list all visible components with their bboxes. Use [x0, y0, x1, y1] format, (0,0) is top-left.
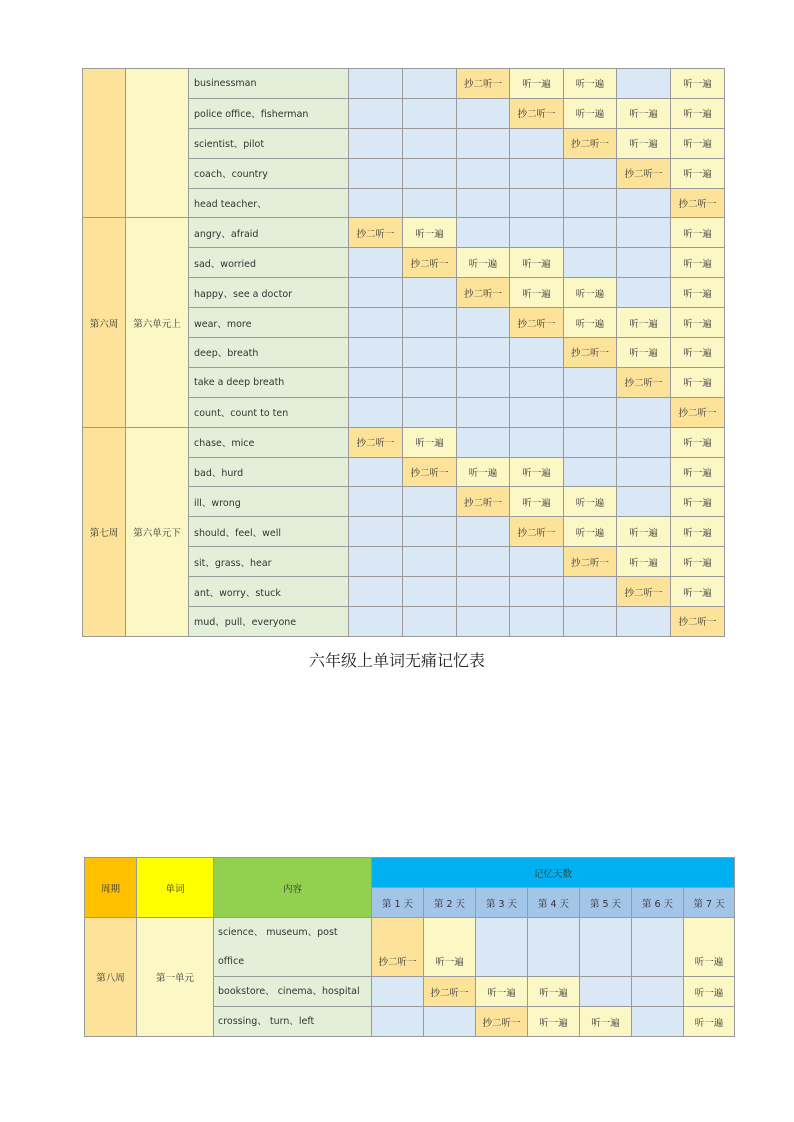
word-cell	[214, 918, 372, 977]
word-cell: deep、breath	[189, 338, 349, 368]
header-day: 第 6 天	[632, 888, 684, 918]
day-cell	[457, 218, 510, 248]
day-cell: 听一遍	[510, 487, 564, 517]
day-cell: 听一遍	[684, 918, 735, 977]
day-cell: 听一遍	[671, 577, 725, 607]
day-cell	[457, 128, 510, 158]
day-cell: 听一遍	[671, 278, 725, 308]
day-cell: 抄二听一	[457, 278, 510, 308]
day-cell: 听一遍	[671, 367, 725, 397]
day-cell	[403, 278, 457, 308]
memory-table-top-body	[83, 69, 725, 637]
day-cell: 听一遍	[564, 98, 617, 128]
day-cell: 听一遍	[564, 278, 617, 308]
day-cell	[457, 397, 510, 427]
word-cell: bad、hurd	[189, 457, 349, 487]
day-cell	[617, 248, 671, 278]
table-row	[83, 69, 725, 99]
day-cell	[617, 218, 671, 248]
day-cell	[403, 487, 457, 517]
day-cell: 听一遍	[684, 1007, 735, 1037]
day-cell: 抄二听一	[372, 918, 424, 977]
day-cell	[510, 128, 564, 158]
day-cell: 听一遍	[684, 977, 735, 1007]
word-cell: happy、see a doctor	[189, 278, 349, 308]
day-cell	[349, 577, 403, 607]
day-cell: 抄二听一	[349, 218, 403, 248]
day-cell	[349, 188, 403, 218]
day-cell	[403, 367, 457, 397]
header-day: 第 1 天	[372, 888, 424, 918]
day-cell	[457, 158, 510, 188]
day-cell	[403, 158, 457, 188]
word-cell	[214, 1007, 372, 1037]
day-cell	[457, 547, 510, 577]
day-cell	[564, 158, 617, 188]
day-cell: 听一遍	[510, 69, 564, 99]
word-cell: count、count to ten	[189, 397, 349, 427]
word-cell: head teacher、	[189, 188, 349, 218]
day-cell: 听一遍	[510, 248, 564, 278]
word-cell: ant、worry、stuck	[189, 577, 349, 607]
day-cell	[476, 918, 528, 977]
day-cell: 听一遍	[564, 487, 617, 517]
day-cell	[510, 188, 564, 218]
word-cell: businessman	[189, 69, 349, 99]
day-cell: 听一遍	[617, 308, 671, 338]
day-cell	[564, 607, 617, 637]
day-cell	[510, 427, 564, 457]
day-cell: 听一遍	[617, 547, 671, 577]
week-cell: 第七周	[83, 427, 126, 636]
word-cell: take a deep breath	[189, 367, 349, 397]
word-line: office	[218, 956, 245, 967]
word-cell: police office、fisherman	[189, 98, 349, 128]
day-cell	[617, 278, 671, 308]
day-cell: 抄二听一	[564, 128, 617, 158]
day-cell: 听一遍	[510, 457, 564, 487]
day-cell: 抄二听一	[617, 367, 671, 397]
day-cell: 听一遍	[403, 218, 457, 248]
day-cell: 听一遍	[528, 977, 580, 1007]
day-cell	[349, 248, 403, 278]
day-cell	[564, 457, 617, 487]
page-title: 六年级上单词无痛记忆表	[308, 651, 485, 670]
day-cell: 听一遍	[617, 517, 671, 547]
day-cell	[457, 577, 510, 607]
day-cell	[372, 977, 424, 1007]
day-cell: 听一遍	[671, 338, 725, 368]
word-cell: should、feel、well	[189, 517, 349, 547]
day-cell: 抄二听一	[457, 69, 510, 99]
day-cell: 听一遍	[457, 248, 510, 278]
day-cell: 抄二听一	[671, 188, 725, 218]
day-cell	[510, 577, 564, 607]
day-cell: 听一遍	[580, 1007, 632, 1037]
day-cell	[617, 188, 671, 218]
word-line: crossing、 turn、left	[218, 1016, 315, 1027]
day-cell	[580, 918, 632, 977]
day-cell: 抄二听一	[617, 158, 671, 188]
day-cell: 听一遍	[671, 427, 725, 457]
memory-table-top	[82, 68, 725, 637]
table-row	[83, 218, 725, 248]
day-cell: 听一遍	[424, 918, 476, 977]
day-cell: 听一遍	[510, 278, 564, 308]
word-cell: angry、afraid	[189, 218, 349, 248]
day-cell	[403, 98, 457, 128]
word-line: science、 museum、post	[218, 927, 338, 938]
day-cell: 听一遍	[671, 218, 725, 248]
word-cell	[214, 977, 372, 1007]
day-cell	[564, 367, 617, 397]
day-cell	[349, 397, 403, 427]
day-cell	[403, 188, 457, 218]
day-cell: 听一遍	[476, 977, 528, 1007]
day-cell	[349, 278, 403, 308]
day-cell: 抄二听一	[510, 308, 564, 338]
header-memory-days: 记忆天数	[372, 858, 735, 888]
table-row	[83, 427, 725, 457]
day-cell: 抄二听一	[510, 98, 564, 128]
week-cell: 第八周	[85, 918, 137, 1037]
word-cell: ill、wrong	[189, 487, 349, 517]
word-cell: wear、more	[189, 308, 349, 338]
header-day: 第 2 天	[424, 888, 476, 918]
header-period: 周期	[85, 858, 137, 918]
day-cell	[349, 607, 403, 637]
word-cell: coach、country	[189, 158, 349, 188]
day-cell	[564, 188, 617, 218]
day-cell: 听一遍	[671, 308, 725, 338]
week-cell: 第六周	[83, 218, 126, 427]
day-cell	[457, 607, 510, 637]
day-cell	[403, 397, 457, 427]
day-cell	[403, 128, 457, 158]
day-cell	[580, 977, 632, 1007]
day-cell: 抄二听一	[671, 397, 725, 427]
day-cell: 听一遍	[671, 158, 725, 188]
day-cell	[528, 918, 580, 977]
day-cell: 听一遍	[671, 547, 725, 577]
day-cell	[457, 367, 510, 397]
header-day: 第 4 天	[528, 888, 580, 918]
table-row	[85, 918, 735, 977]
header-day: 第 7 天	[684, 888, 735, 918]
day-cell: 抄二听一	[564, 338, 617, 368]
day-cell	[349, 69, 403, 99]
word-line: bookstore、 cinema、hospital	[218, 986, 360, 997]
day-cell	[403, 607, 457, 637]
day-cell: 抄二听一	[510, 517, 564, 547]
day-cell: 听一遍	[671, 248, 725, 278]
day-cell	[564, 427, 617, 457]
day-cell: 听一遍	[528, 1007, 580, 1037]
day-cell	[403, 338, 457, 368]
day-cell: 听一遍	[617, 338, 671, 368]
day-cell	[510, 218, 564, 248]
day-cell: 听一遍	[403, 427, 457, 457]
day-cell	[372, 1007, 424, 1037]
day-cell: 抄二听一	[671, 607, 725, 637]
word-cell: mud、pull、everyone	[189, 607, 349, 637]
day-cell	[349, 338, 403, 368]
day-cell	[617, 427, 671, 457]
day-cell	[403, 69, 457, 99]
day-cell: 抄二听一	[424, 977, 476, 1007]
header-day: 第 5 天	[580, 888, 632, 918]
day-cell	[349, 158, 403, 188]
day-cell	[617, 457, 671, 487]
day-cell	[349, 517, 403, 547]
day-cell: 抄二听一	[564, 547, 617, 577]
day-cell	[457, 338, 510, 368]
day-cell: 听一遍	[671, 69, 725, 99]
day-cell	[510, 547, 564, 577]
day-cell	[457, 308, 510, 338]
day-cell	[403, 577, 457, 607]
day-cell: 听一遍	[617, 98, 671, 128]
day-cell	[403, 547, 457, 577]
header-word: 单词	[137, 858, 214, 918]
day-cell: 抄二听一	[403, 248, 457, 278]
unit-cell: 第六单元下	[126, 427, 189, 636]
day-cell	[632, 1007, 684, 1037]
day-cell	[457, 517, 510, 547]
unit-cell: 第六单元上	[126, 218, 189, 427]
unit-cell	[126, 69, 189, 218]
day-cell	[457, 98, 510, 128]
day-cell	[510, 338, 564, 368]
unit-cell: 第一单元	[137, 918, 214, 1037]
day-cell	[424, 1007, 476, 1037]
word-cell: chase、mice	[189, 427, 349, 457]
day-cell	[632, 918, 684, 977]
day-cell: 听一遍	[671, 98, 725, 128]
day-cell	[349, 547, 403, 577]
day-cell	[564, 218, 617, 248]
day-cell: 听一遍	[671, 517, 725, 547]
day-cell	[617, 487, 671, 517]
word-cell: sad、worried	[189, 248, 349, 278]
day-cell	[564, 577, 617, 607]
day-cell	[349, 128, 403, 158]
day-cell: 听一遍	[671, 128, 725, 158]
header-day: 第 3 天	[476, 888, 528, 918]
day-cell: 听一遍	[564, 308, 617, 338]
day-cell	[349, 308, 403, 338]
day-cell	[510, 607, 564, 637]
word-cell: scientist、pilot	[189, 128, 349, 158]
day-cell	[403, 517, 457, 547]
day-cell	[617, 397, 671, 427]
day-cell	[349, 367, 403, 397]
week-cell	[83, 69, 126, 218]
day-cell	[349, 487, 403, 517]
day-cell: 听一遍	[457, 457, 510, 487]
day-cell	[510, 367, 564, 397]
day-cell	[510, 158, 564, 188]
day-cell: 抄二听一	[403, 457, 457, 487]
day-cell	[617, 69, 671, 99]
word-cell: sit、grass、hear	[189, 547, 349, 577]
day-cell	[349, 457, 403, 487]
day-cell: 抄二听一	[349, 427, 403, 457]
day-cell	[564, 397, 617, 427]
day-cell	[457, 427, 510, 457]
day-cell: 抄二听一	[617, 577, 671, 607]
memory-table-bottom	[84, 857, 735, 1037]
day-cell	[349, 98, 403, 128]
day-cell: 抄二听一	[476, 1007, 528, 1037]
day-cell: 听一遍	[617, 128, 671, 158]
day-cell	[617, 607, 671, 637]
day-cell: 听一遍	[564, 517, 617, 547]
day-cell	[632, 977, 684, 1007]
day-cell	[457, 188, 510, 218]
day-cell: 听一遍	[671, 457, 725, 487]
day-cell	[510, 397, 564, 427]
day-cell: 抄二听一	[457, 487, 510, 517]
day-cell	[403, 308, 457, 338]
day-cell: 听一遍	[671, 487, 725, 517]
header-content: 内容	[214, 858, 372, 918]
day-cell	[564, 248, 617, 278]
memory-table-bottom-body	[85, 918, 735, 1037]
day-cell: 听一遍	[564, 69, 617, 99]
